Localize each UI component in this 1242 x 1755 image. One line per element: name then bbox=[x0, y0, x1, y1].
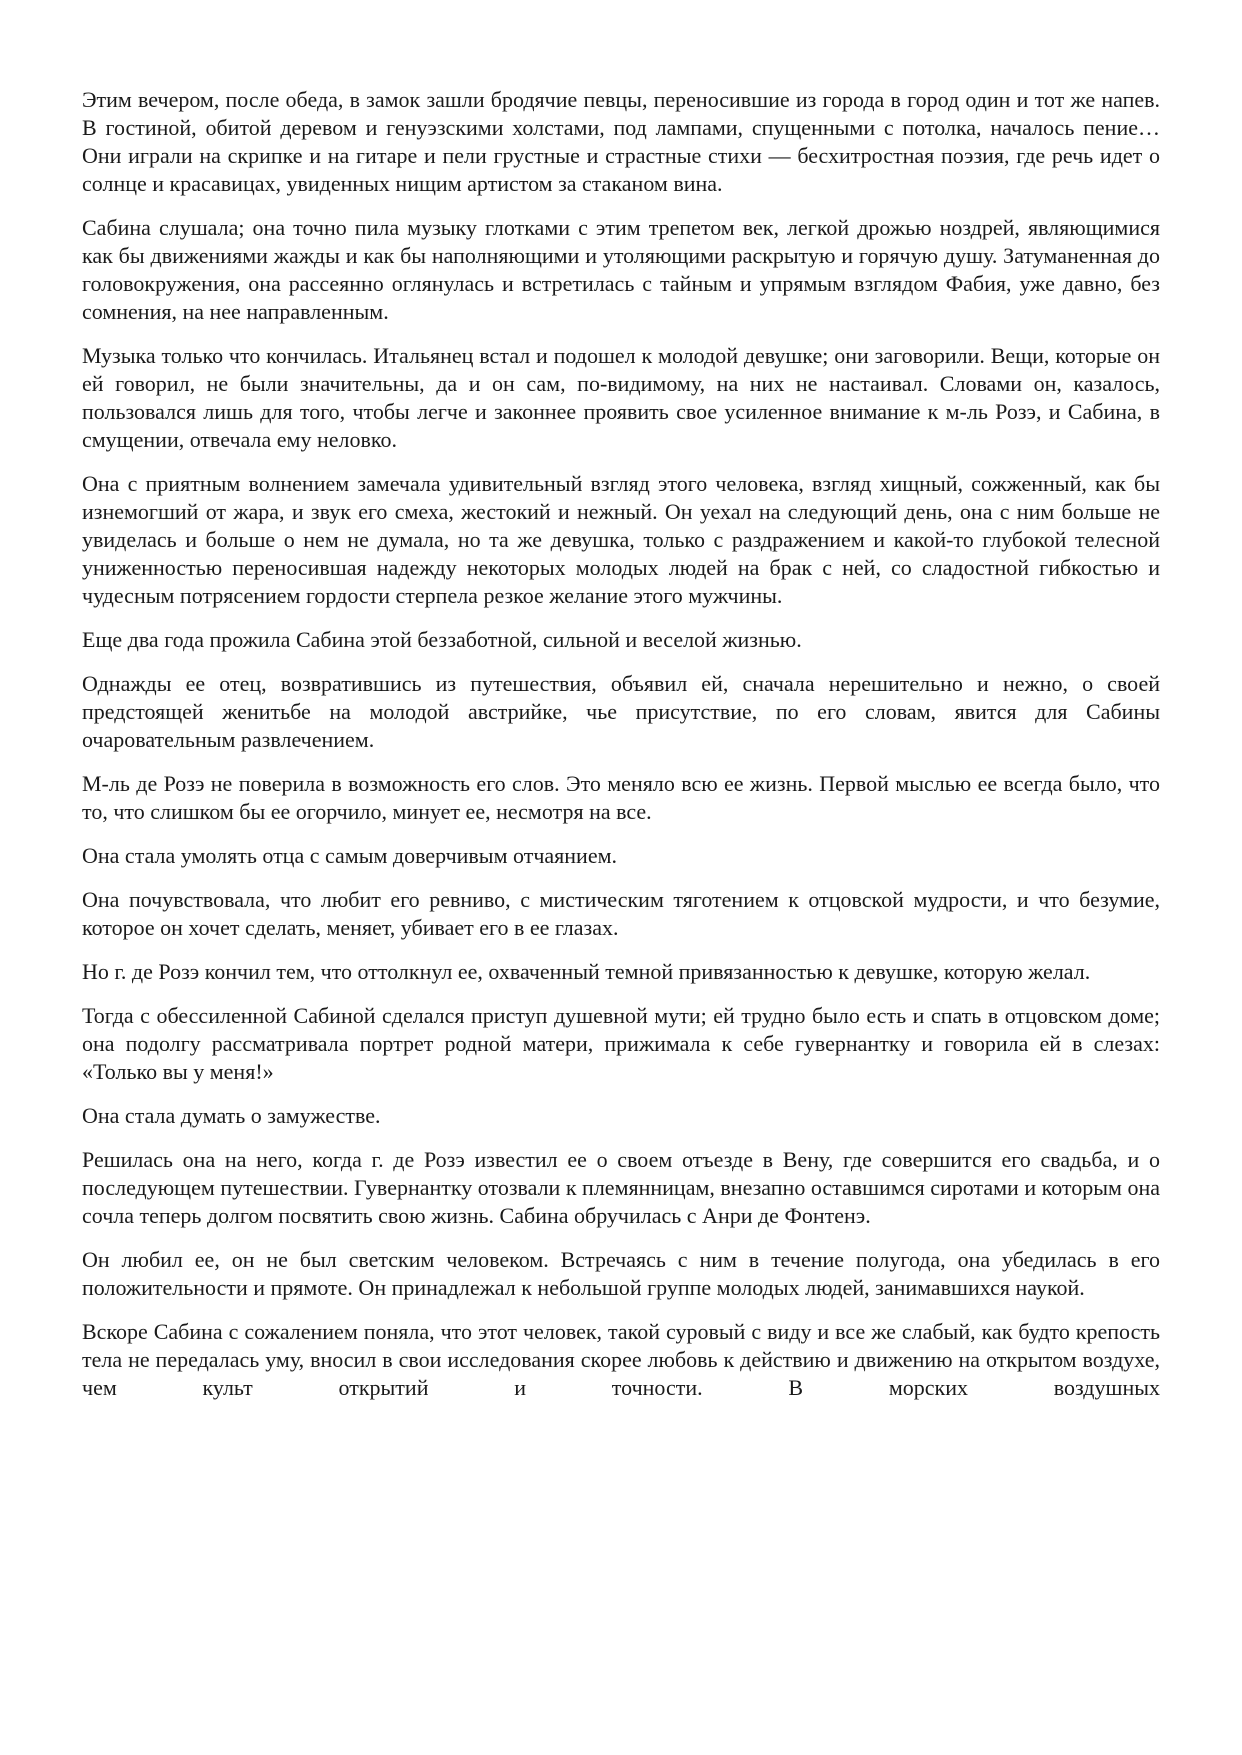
paragraph-15: Вскоре Сабина с сожалением поняла, что этот человек, такой суровый с виду и все же слабый, как будто крепость тела не передалась уму, вносил в свои исследования скорее любовь к действию и движению на открытом воздухе, чем культ открытий и точности. В морских воздушных bbox=[82, 1319, 1160, 1400]
paragraph-5: Еще два года прожила Сабина этой беззаботной, сильной и веселой жизнью. bbox=[82, 627, 802, 652]
paragraph-3: Музыка только что кончилась. Итальянец встал и подошел к молодой девушке; они заговорили. Вещи, которые он ей говорил, не были значительны, да и он сам, по-видимому, на них не настаивал. Словами он, казалось, пользовался лишь для того, чтобы легче и законнее проявить свое усиленное внимание к м-ль Розэ, и Сабина, в смущении, отвечала ему неловко. bbox=[82, 343, 1160, 452]
paragraph-1: Этим вечером, после обеда, в замок зашли бродячие певцы, переносившие из города в город один и тот же напев. В гостиной, обитой деревом и генуэзскими холстами, под лампами, спущенными с потолка, началось пение… Они играли на скрипке и на гитаре и пели грустные и страстные стихи — бесхитростная поэзия, где речь идет о солнце и красавицах, увиденных нищим артистом за стаканом вина. bbox=[82, 87, 1160, 196]
paragraph-8: Она стала умолять отца с самым доверчивым отчаянием. bbox=[82, 843, 618, 868]
document-page bbox=[82, 86, 1160, 1418]
paragraph-14: Он любил ее, он не был светским человеком. Встречаясь с ним в течение полугода, она убедилась в его положительности и прямоте. Он принадлежал к небольшой группе молодых людей, занимавшихся наукой. bbox=[82, 1247, 1160, 1300]
paragraph-10: Но г. де Розэ кончил тем, что оттолкнул ее, охваченный темной привязанностью к девушке, которую желал. bbox=[82, 959, 1091, 984]
paragraph-2: Сабина слушала; она точно пила музыку глотками с этим трепетом век, легкой дрожью ноздрей, являющимися как бы движениями жажды и как бы наполняющими и утоляющими раскрытую и горячую душу. Затуманенная до головокружения, она рассеянно оглянулась и встретилась с тайным и упрямым взглядом Фабия, уже давно, без сомнения, на нее направленным. bbox=[82, 215, 1160, 324]
paragraph-12: Она стала думать о замужестве. bbox=[82, 1103, 381, 1128]
paragraph-7: М-ль де Розэ не поверила в возможность его слов. Это меняло всю ее жизнь. Первой мыслью ее всегда было, что то, что слишком бы ее огорчило, минует ее, несмотря на все. bbox=[82, 771, 1160, 824]
paragraph-6: Однажды ее отец, возвратившись из путешествия, объявил ей, сначала нерешительно и нежно, о своей предстоящей женитьбе на молодой австрийке, чье присутствие, по его словам, явится для Сабины очаровательным развлечением. bbox=[82, 671, 1160, 752]
paragraph-4: Она с приятным волнением замечала удивительный взгляд этого человека, взгляд хищный, сожженный, как бы изнемогший от жара, и звук его смеха, жестокий и нежный. Он уехал на следующий день, она с ним больше не увиделась и больше о нем не думала, но та же девушка, только с раздражением и какой-то глубокой телесной униженностью переносившая надежду некоторых молодых людей на брак с ней, со сладостной гибкостью и чудесным потрясением гордости стерпела резкое желание этого мужчины. bbox=[82, 471, 1160, 608]
paragraph-11: Тогда с обессиленной Сабиной сделался приступ душевной мути; ей трудно было есть и спать в отцовском доме; она подолгу рассматривала портрет родной матери, прижимала к себе гувернантку и говорила ей в слезах: «Только вы у меня!» bbox=[82, 1003, 1160, 1084]
paragraph-13: Решилась она на него, когда г. де Розэ известил ее о своем отъезде в Вену, где совершится его свадьба, и о последующем путешествии. Гувернантку отозвали к племянницам, внезапно оставшимся сиротами и которым она сочла теперь долгом посвятить свою жизнь. Сабина обручилась с Анри де Фонтенэ. bbox=[82, 1147, 1160, 1228]
paragraph-9: Она почувствовала, что любит его ревниво, с мистическим тяготением к отцовской мудрости, и что безумие, которое он хочет сделать, меняет, убивает его в ее глазах. bbox=[82, 887, 1160, 940]
